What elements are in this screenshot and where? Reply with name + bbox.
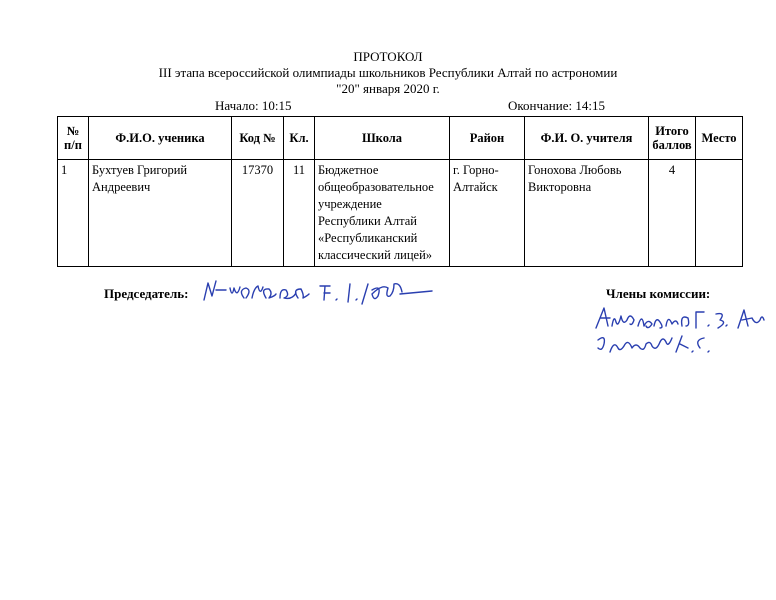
column-header-code: Код № [232,117,284,160]
cell-school: Бюджетное общеобразовательное учреждение Республики Алтай «Республиканский классический лицей» [315,160,450,267]
cell-district: г. Горно-Алтайск [450,160,525,267]
end-time: Окончание: 14:15 [508,98,605,113]
cell-score: 4 [649,160,696,267]
column-header-number: № п/п [58,117,89,160]
chair-label: Председатель: [104,286,189,301]
document-title: ПРОТОКОЛ [353,49,423,64]
table-row [58,160,743,267]
document-date: "20" января 2020 г. [336,81,440,96]
column-header-teacher: Ф.И. О. учителя [525,117,649,160]
cell-number: 1 [58,160,89,267]
start-time: Начало: 10:15 [215,98,292,113]
document-subtitle: III этапа всероссийской олимпиады школьников Республики Алтай по астрономии [158,65,618,80]
member-signatures [592,304,768,358]
cell-code: 17370 [232,160,284,267]
column-header-district: Район [450,117,525,160]
table-header-row [58,117,743,160]
cell-place [696,160,743,267]
column-header-grade: Кл. [284,117,315,160]
column-header-school: Школа [315,117,450,160]
members-label: Члены комиссии: [606,286,711,301]
column-header-name: Ф.И.О. ученика [89,117,232,160]
cell-grade: 11 [284,160,315,267]
column-header-score: Итого баллов [649,117,696,160]
results-table [57,116,743,267]
cell-teacher: Гонохова Любовь Викторовна [525,160,649,267]
cell-name: Бухтуев Григорий Андреевич [89,160,232,267]
document-header [0,49,776,97]
column-header-place: Место [696,117,743,160]
chair-signature [200,276,435,308]
